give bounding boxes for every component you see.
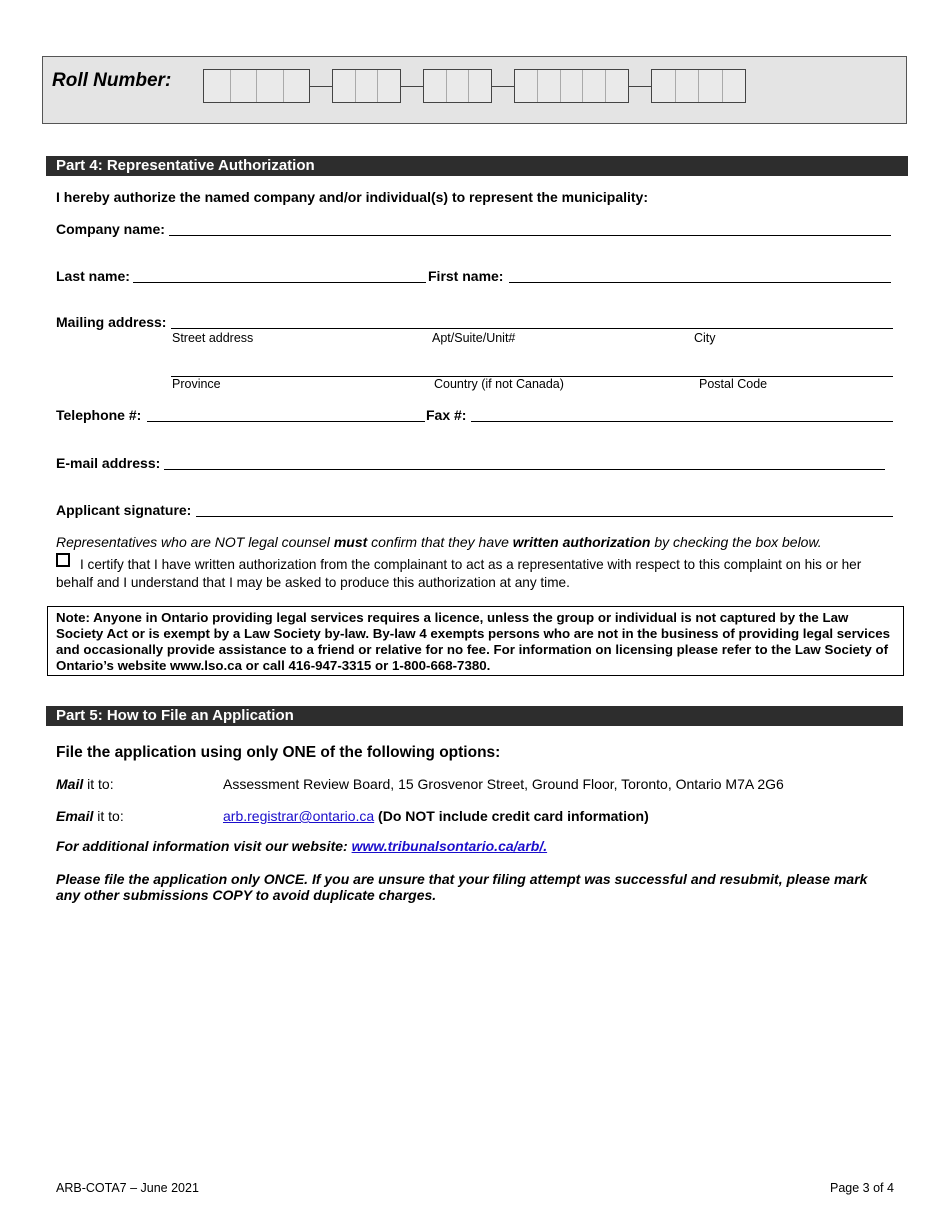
file-once-line-2: any other submissions COPY to avoid duplicate charges. [56,887,437,903]
applicant-signature-label: Applicant signature: [56,502,192,518]
representative-note: Representatives who are NOT legal counsel must confirm that they have written authorization by checking the box below. [56,534,822,550]
part4-header: Part 4: Representative Authorization [46,156,908,176]
email-address-label: E-mail address: [56,455,161,471]
fax-label: Fax #: [426,407,467,423]
page-number: Page 3 of 4 [830,1181,894,1195]
roll-number-segment-4[interactable] [514,69,629,103]
street-address-caption: Street address [172,331,254,345]
telephone-label: Telephone #: [56,407,142,423]
postal-code-caption: Postal Code [699,377,768,391]
website-note: For additional information visit our website: www.tribunalsontario.ca/arb/. [56,838,548,854]
part5-heading: File the application using only ONE of the following options: [56,744,501,761]
province-caption: Province [172,377,221,391]
credit-card-warning: (Do NOT include credit card information) [374,808,649,824]
mail-label: Mail it to: [56,776,114,792]
tribunals-website-link[interactable]: www.tribunalsontario.ca/arb/. [351,838,548,854]
roll-number-segment-3[interactable] [423,69,492,103]
first-name-field[interactable] [509,282,891,283]
mail-address: Assessment Review Board, 15 Grosvenor Street, Ground Floor, Toronto, Ontario M7A 2G6 [223,776,784,792]
roll-separator [310,86,332,87]
fax-field[interactable] [471,421,893,422]
applicant-signature-field[interactable] [196,516,893,517]
certify-text-line-1: I certify that I have written authorization from the complainant to act as a representative with respect to this complaint on his or her [80,557,862,572]
company-name-label: Company name: [56,221,165,237]
registrar-email-link[interactable]: arb.registrar@ontario.ca [223,808,375,824]
apt-suite-caption: Apt/Suite/Unit# [432,331,516,345]
legal-services-note: Note: Anyone in Ontario providing legal services requires a licence, unless the group or individual is not captured by the Law Society Act or is exempt by a Law Society by-law. By-law 4 exempts persons who are not in the business of providing legal services and occasionally provide assistance to a friend or relative for no fee. For information on licensing please refer to the Law Society of Ontario’s website www.lso.ca or call 416-947-3315 or 1-800-668-7380. [47,606,904,676]
country-caption: Country (if not Canada) [434,377,564,391]
email-address-field[interactable] [164,469,885,470]
roll-separator [629,86,651,87]
roll-number-segment-5[interactable] [651,69,746,103]
last-name-label: Last name: [56,268,130,284]
certify-text-line-2: behalf and I understand that I may be asked to produce this authorization at any time. [56,575,570,590]
company-name-field[interactable] [169,235,891,236]
part5-header: Part 5: How to File an Application [46,706,903,726]
roll-number-segment-1[interactable] [203,69,310,103]
email-row [223,808,649,824]
city-caption: City [694,331,716,345]
file-once-line-1: Please file the application only ONCE. If you are unsure that your filing attempt was successful and resubmit, please mark [56,871,868,887]
roll-separator [401,86,423,87]
written-authorization-checkbox[interactable] [56,553,70,567]
roll-separator [492,86,514,87]
first-name-label: First name: [428,268,504,284]
part4-intro: I hereby authorize the named company and/or individual(s) to represent the municipality: [56,189,648,205]
form-id: ARB-COTA7 – June 2021 [56,1181,199,1195]
last-name-field[interactable] [133,282,426,283]
mailing-address-line-1[interactable] [171,328,893,329]
roll-number-segment-2[interactable] [332,69,401,103]
roll-number-label: Roll Number: [52,70,172,91]
email-label: Email it to: [56,808,124,824]
mailing-address-label: Mailing address: [56,314,167,330]
telephone-field[interactable] [147,421,425,422]
